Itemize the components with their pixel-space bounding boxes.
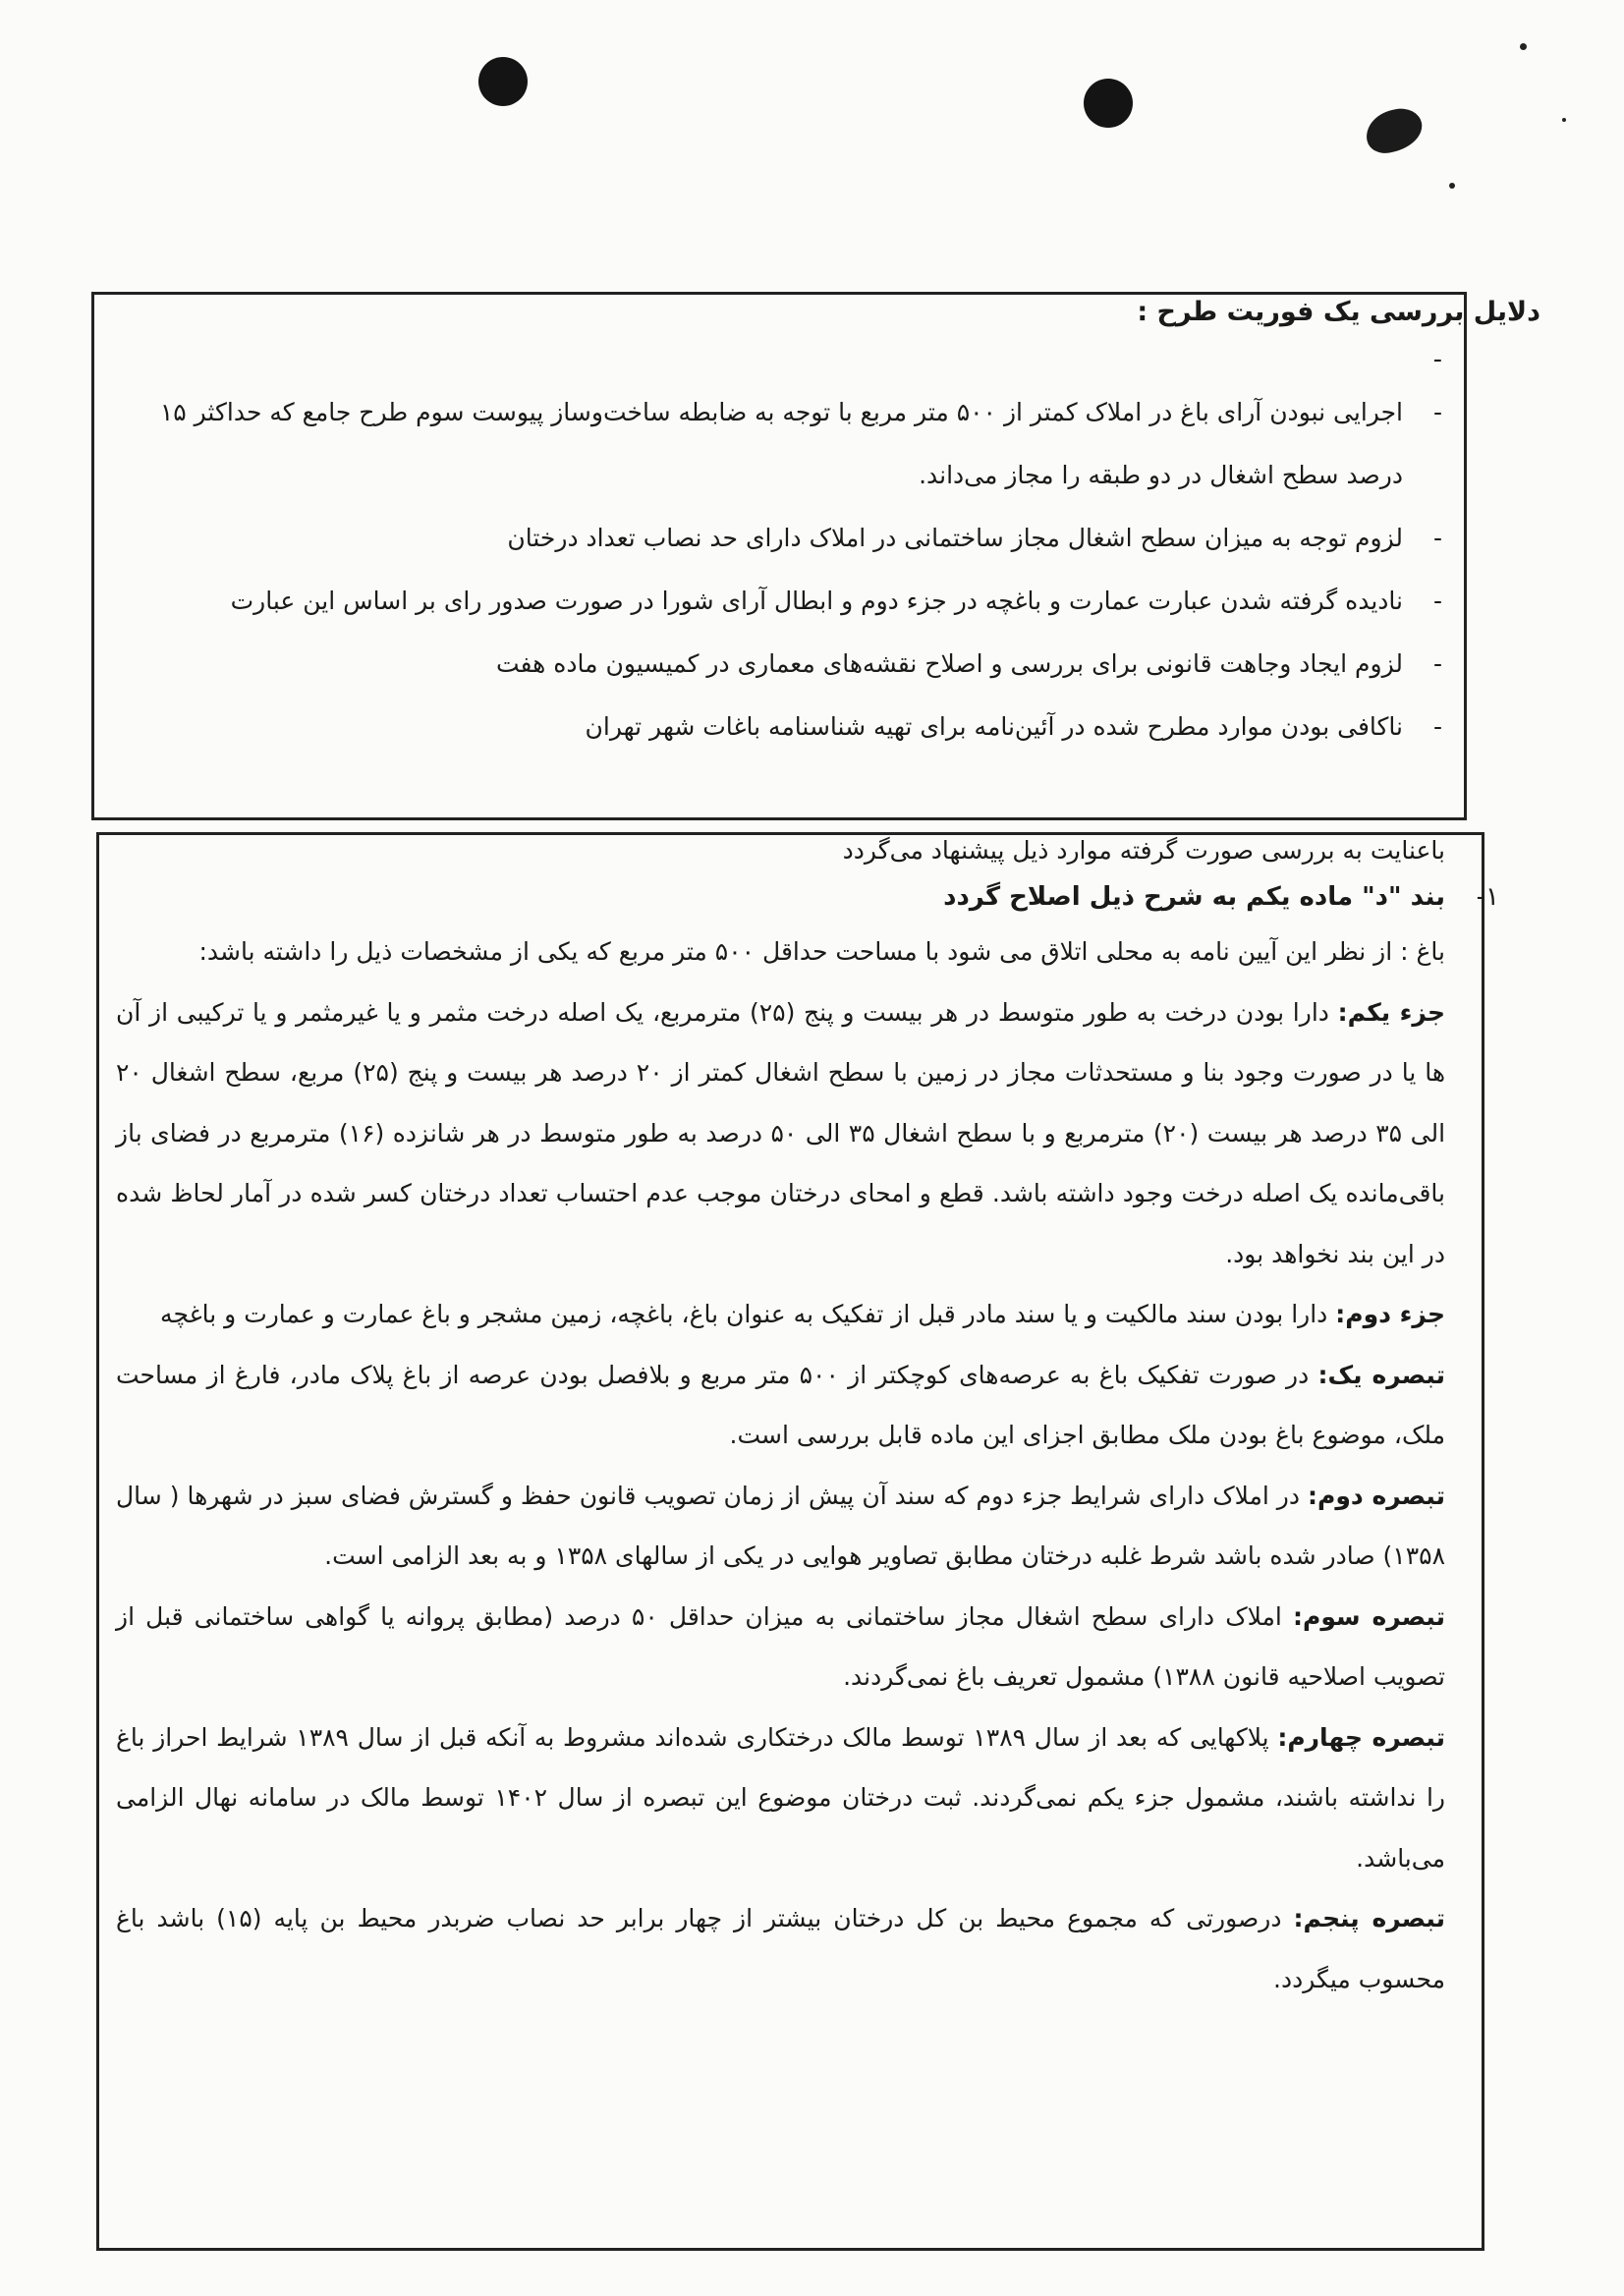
clause: تبصره پنجم: درصورتی که مجموع محیط بن کل درختان بیشتر از چهار برابر حد نصاب ضربدر محیط بن پایه (۱۵) باشد باغ محسوب میگردد.: [116, 1904, 1445, 1993]
reasons-heading: دلایل بررسی یک فوریت طرح :: [1137, 297, 1540, 327]
proposal-intro: باعنایت به بررسی صورت گرفته موارد ذیل پیشنهاد می‌گردد: [842, 836, 1445, 865]
clause: تبصره سوم: املاک دارای سطح اشغال مجاز ساختمانی به میزان حداقل ۵۰ درصد (مطابق پروانه یا گواهی ساختمانی قبل از تصویب اصلاحیه قانون ۱۳۸۸) مشمول تعریف باغ نمی‌گردند.: [116, 1601, 1446, 1691]
empty-bullet: -: [1432, 345, 1442, 374]
reasons-list: [106, 381, 1442, 758]
bullet-dash: -: [1432, 649, 1442, 678]
clause-label: تبصره سوم:: [1293, 1601, 1446, 1631]
clause: تبصره دوم: در املاک دارای شرایط جزء دوم که سند آن پیش از زمان تصویب قانون حفظ و گسترش فضای سبز در شهرها ( سال ۱۳۵۸) صادر شده باشد شرط غلبه درختان مطابق تصاویر هوایی در یکی از سالهای ۱۳۵۸ و به بعد الزامی است.: [116, 1481, 1445, 1570]
scan-speck: [1520, 43, 1527, 50]
item-title: ۱- بند "د" ماده یکم به شرح ذیل اصلاح گردد: [116, 872, 1445, 922]
clause-label: جزء یکم:: [1337, 997, 1445, 1027]
reason-item: - نادیده گرفته شدن عبارت عمارت و باغچه در جزء دوم و ابطال آرای شورا در صورت صدور رای بر اساس این عبارت: [106, 570, 1442, 633]
proposal-section: [116, 823, 1499, 2009]
clause: جزء یکم: دارا بودن درخت به طور متوسط در هر بیست و پنج (۲۵) مترمربع، یک اصله درخت مثمر و یا غیرمثمر و یا ترکیبی از آن ها یا در صورت وجود بنا و مستحدثات مجاز در زمین با سطح اشغال کمتر از ۲۰ درصد هر بیست و پنج (۲۵) مربع، سطح اشغال ۲۰ الی ۳۵ درصد هر بیست (۲۰) مترمربع و با سطح اشغال ۳۵ الی ۵۰ درصد به طور متوسط در هر شانزده (۱۶) مترمربع در فضای باز باقی‌مانده یک اصله درخت وجود داشته باشد. قطع و امحای درختان موجب عدم احتساب تعداد درختان کسر شده در آمار لحاظ شده در این بند نخواهد بود.: [116, 997, 1446, 1268]
scan-speck: [1562, 118, 1566, 122]
item-number: ۱-: [1476, 882, 1499, 912]
scan-speck: [1449, 183, 1455, 189]
punch-hole-left: [478, 57, 528, 106]
reason-item: - لزوم توجه به میزان سطح اشغال مجاز ساختمانی در املاک دارای حد نصاب تعداد درختان: [106, 507, 1442, 570]
clause-label: تبصره چهارم:: [1277, 1722, 1445, 1752]
clause-label: تبصره پنجم:: [1293, 1904, 1445, 1932]
bullet-dash: -: [1432, 587, 1442, 615]
clause-label: تبصره دوم:: [1308, 1481, 1445, 1510]
clause: تبصره یک: در صورت تفکیک باغ به عرصه‌های کوچکتر از ۵۰۰ متر مربع و بلافصل بودن عرصه از باغ پلاک مادر، فارغ از مساحت ملک، موضوع باغ بودن ملک مطابق اجزای این ماده قابل بررسی است.: [116, 1360, 1446, 1449]
reason-item: - لزوم ایجاد وجاهت قانونی برای بررسی و اصلاح نقشه‌های معماری در کمیسیون ماده هفت: [106, 633, 1442, 696]
garden-definition: باغ : از نظر این آیین نامه به محلی اتلاق می شود با مساحت حداقل ۵۰۰ متر مربع که یکی از مشخصات ذیل را داشته باشد:: [198, 937, 1445, 966]
clause: تبصره چهارم: پلاکهایی که بعد از سال ۱۳۸۹ توسط مالک درختکاری شده‌اند مشروط به آنکه قبل از سال ۱۳۸۹ شرایط احراز باغ را نداشته باشند، مشمول جزء یکم نمی‌گردند. ثبت درختان موضوع این تبصره از سال ۱۴۰۲ توسط مالک در سامانه نهال الزامی می‌باشد.: [116, 1722, 1445, 1873]
reason-item: - اجرایی نبودن آرای باغ در املاک کمتر از ۵۰۰ متر مربع با توجه به ضابطه ساخت‌وساز پیوست سوم طرح جامع که حداکثر ۱۵ درصد سطح اشغال در دو طبقه را مجاز می‌داند.: [106, 381, 1442, 507]
bullet-dash: -: [1432, 398, 1442, 426]
reason-item: - ناکافی بودن موارد مطرح شده در آئین‌نامه برای تهیه شناسنامه باغات شهر تهران: [106, 696, 1442, 758]
clause: جزء دوم: دارا بودن سند مالکیت و یا سند مادر قبل از تفکیک به عنوان باغ، باغچه، زمین مشجر و باغ عمارت و عمارت و باغچه: [160, 1300, 1445, 1328]
ink-blot: [1362, 104, 1426, 156]
bullet-dash: -: [1432, 712, 1442, 741]
punch-hole-right: [1084, 79, 1133, 128]
clause-label: تبصره یک:: [1317, 1360, 1446, 1389]
reasons-section: [106, 287, 1540, 758]
clause-label: جزء دوم:: [1335, 1300, 1445, 1328]
bullet-dash: -: [1432, 524, 1442, 552]
